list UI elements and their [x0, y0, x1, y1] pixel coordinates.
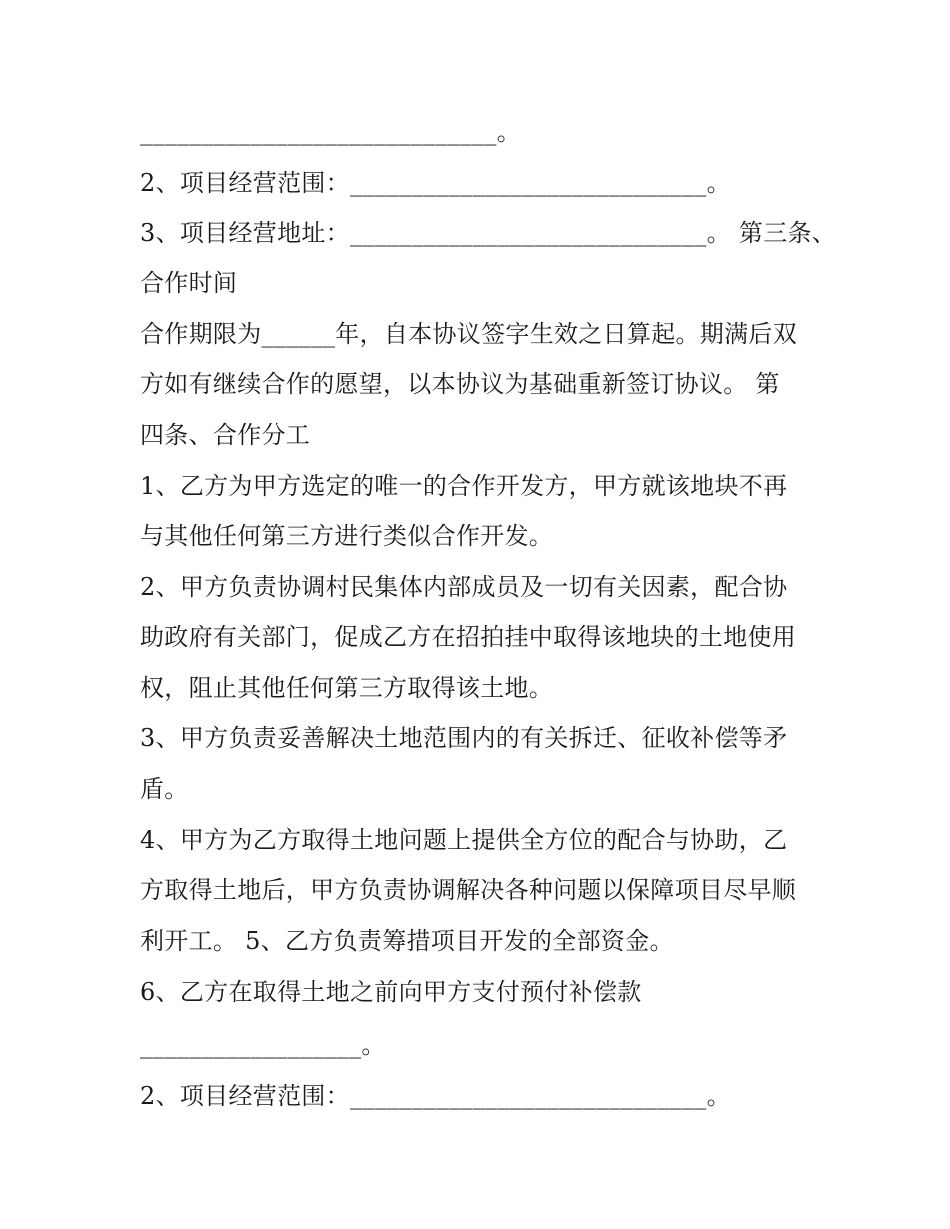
text-line: 2、甲方负责协调村民集体内部成员及一切有关因素，配合协	[140, 573, 788, 601]
text-line: 4、甲方为乙方取得土地问题上提供全方位的配合与协助，乙	[140, 826, 788, 854]
section-heading: 四条、合作分工	[140, 421, 311, 449]
text-line: __________________。	[140, 1031, 386, 1059]
text-line: 方取得土地后，甲方负责协调解决各种问题以保障项目尽早顺	[140, 876, 797, 904]
text-line: 3、甲方负责妥善解决土地范围内的有关拆迁、征收补偿等矛	[140, 724, 788, 752]
text-line: _____________________________。	[140, 118, 521, 146]
text-line: 合作期限为______年，自本协议签字生效之日算起。期满后双	[140, 320, 797, 348]
text-line: 方如有继续合作的愿望，以本协议为基础重新签订协议。 第	[140, 370, 780, 398]
text-line: 助政府有关部门，促成乙方在招拍挂中取得该地块的土地使用	[140, 623, 797, 651]
text-line: 利开工。 5、乙方负责筹措项目开发的全部资金。	[140, 927, 674, 955]
text-line: 1、乙方为甲方选定的唯一的合作开发方，甲方就该地块不再	[140, 472, 788, 500]
text-line: 2、项目经营范围：_____________________________。	[140, 1082, 731, 1110]
text-line: 2、项目经营范围：_____________________________。	[140, 169, 731, 197]
text-line: 与其他任何第三方进行类似合作开发。	[140, 522, 554, 550]
text-line: 合作时间	[140, 269, 238, 297]
text-line: 盾。	[140, 775, 189, 803]
text-line: 3、项目经营地址：_____________________________。 第三条、	[140, 219, 837, 247]
text-line: 权，阻止其他任何第三方取得该土地。	[140, 674, 554, 702]
text-line: 6、乙方在取得土地之前向甲方支付预付补偿款	[140, 978, 642, 1006]
